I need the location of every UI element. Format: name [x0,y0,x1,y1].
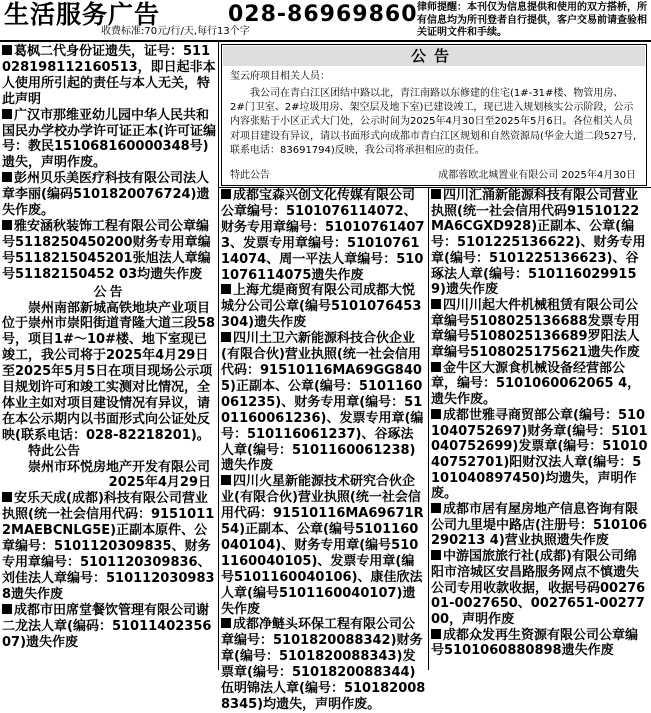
bullet-square-icon [431,409,441,419]
page-header [0,0,651,40]
classified-ad: 广汉市那维亚幼儿园中华人民共和国民办学校办学许可证正本(许可证编号：教民151068160000348号)遗失，声明作废。 [2,107,216,171]
header-divider [0,40,651,42]
section-title: 生活服务广告 [4,0,161,29]
classified-ad: 成都世雅寻商贸部公章(编号：5101040752697)财务章(编号：5101040752699)发票章(编号：5101040752701)阳财汉法人章(编号：5101040897450)均遗失，声明作废。 [431,407,648,502]
hotline-number: 028-86969860 [228,2,418,27]
bullet-square-icon [431,550,441,560]
bullet-square-icon [221,475,231,485]
bullet-square-icon [221,332,231,342]
classified-ad: 成都市田席堂餐饮管理有限公司谢二龙法人章(编码：5101140235607)遗失作废 [2,602,212,650]
notice-signature: 成都蓉欧北城置业有限公司 2025年4月30日 [438,170,636,181]
bullet-square-icon [2,172,12,182]
notice-addressee: 玺云府项目相关人员： [230,71,330,82]
notice-closing: 特此公告 [230,170,270,181]
classified-ad: 成都众发再生资源有限公司公章编号5101060880898遗失作废 [431,627,639,659]
bulletin-company: 崇州市环悦房地产开发有限公司 [28,459,211,475]
bullet-square-icon [2,109,12,119]
classified-ad: 四川汇涌新能源科技有限公司营业执照(统一社会信用代码91510122MA6CGXD928)正副本、公章(编号：5101225136622)、财务专用章(编号：5101225136623)、谷琢法人章(编号：5101160299159)遗失作废 [431,188,646,298]
bullet-square-icon [431,362,441,372]
bullet-square-icon [431,629,441,639]
column-divider-1 [218,42,219,670]
bullet-square-icon [221,618,231,628]
bulletin-date: 2025年4月29日 [108,475,211,491]
bullet-square-icon [221,284,231,294]
ad-column-3 [431,188,649,670]
bullet-square-icon [2,492,12,502]
bulletin-body: 崇州南部新城高铁地块产业项目位于崇州市崇阳街道青隆大道三段58号，项目1#～10#楼、地下室现已竣工，我公司将于2025年4月29日至2025年5月5日在项目现场公示项目规划许可和竣工实测对比情况，全体业主如对项目建设情况有异议，请在本公示期内以书面形式向公证处反映(联系电话：028-82218201)。 [2,300,216,443]
notice-body: 我公司在青白江区团结中路以北，青江南路以东修建的住宅(1#-31#楼、物管用房、2#门卫室、2#垃圾用房、架空层及地下室)已建设竣工，现已进入规划核实公示阶段，公示内容张贴于小区正式大门处，公示时间为2025年4月30日至2025年5月6日。各位相关人员对项目建设有异议，请以书面形式向成都市青白江区规划和自然资源局(华金大道二段527号,联系电话：83691794)反映，我公司将承担相应的责任。 [230,88,637,156]
bullet-square-icon [2,45,12,55]
notice-title: 公告 [223,46,645,66]
bullet-square-icon [431,299,441,309]
classified-ad: 四川川起大件机械租赁有限公司公章编号5108025136688发票专用章编号5108025136689罗阳法人章编号5108025175621遗失作废 [431,297,640,361]
public-bulletin [2,285,217,492]
bullet-square-icon [2,604,12,614]
bullet-square-icon [221,189,231,199]
classified-ad: 四川土卫六新能源科技合伙企业(有限合伙)营业执照(统一社会信用代码：91510116MA69GG8405)正副本、公章(编号：5101160061235)、财务专用章(编号：5101160061236)、发票专用章(编号：510116061237)、谷琢法人章(编号：5101160061238)遗失作废 [221,331,424,474]
lawyer-notice: 律师提醒：本刊仅为信息提供和使用的双方搭桥，所有信息均为所刊登者自行提供，客户交易前请查验相关证明文件和手续。 [417,2,647,38]
classified-ad: 葛枫二代身份证遗失，证号：511028198112160513，即日起非本人使用所引起的责任与本人无关，特此声明 [2,44,216,107]
ad-column-2 [221,188,426,712]
classified-ad: 安乐天成(成都)科技有限公司营业执照(统一社会信用代码：91510112MAEBCNLG5E)正副本原件、公章编号：5101120309835、财务专用章编号：5101120309836、刘佳法人章编号：5101120309838遗失作废 [2,491,215,602]
bullet-square-icon [2,220,12,230]
planning-notice-box [221,44,647,186]
classified-ad: 雅安涵秋装饰工程有限公司公章编号5118250450200财务专用章编号5118215045201张旭法人章编号51182150452 03均遗失作废 [2,218,211,282]
bullet-square-icon [431,503,441,513]
classified-ad: 成都宝森兴创文化传媒有限公司公章编号：5101076114072、财务专用章编号：510107614073、发票专用章编号：5101076114074、周一平法人章编号：5101076114075遗失作废 [221,188,425,283]
classified-ad: 上海尤缇商贸有限公司成都大悦城分公司公章(编号5101076453304)遗失作废 [221,283,422,331]
classified-ad: 成都净鲢头环保工程有限公司公章编号：5101820088342)财务章(编号：5101820088343)发票章(编号：5101820088344)伍明锦法人章(编号：5101820088345)均遗失，声明作废。 [221,617,426,712]
column-divider-2 [428,188,429,670]
bullet-square-icon [431,189,441,199]
classified-ad: 彭州贝乐美医疗科技有限公司法人章李丽(编码5101820076724)遗失作废。 [2,171,210,219]
ad-column-1 [2,44,217,670]
bulletin-closing: 特此公告 [28,443,81,459]
classified-ad: 成都市居有屋房地产信息咨询有限公司九里堤中路店(注册号：510106290213 4)营业执照遗失作废 [431,502,648,549]
classified-ad: 中游国旅旅行社(成都)有限公司绵阳市涪城区安昌路服务网点不慎遗失公司专用收款收据，收据号码0027601-0027650、0027651-0027700，声明作废 [431,549,646,627]
fee-standard: 收费标准:70元/行/天,每行13个字 [101,26,250,37]
bulletin-title: 公告 [93,284,126,300]
classified-ad: 金牛区大源食机械设备经营部公章，编号：5101060062065 4，遗失作废。 [431,360,641,408]
classified-ad: 四川火星新能源技术研究合伙企业(有限合伙)营业执照(统一社会信用代码：91510116MA69671R54)正副本、公章(编号5101160040104)、财务专用章(编号5101160040105)、发票专用章(编号5101160040106)、康佳欣法人章(编号5101160040107)遗失作废 [221,474,424,617]
